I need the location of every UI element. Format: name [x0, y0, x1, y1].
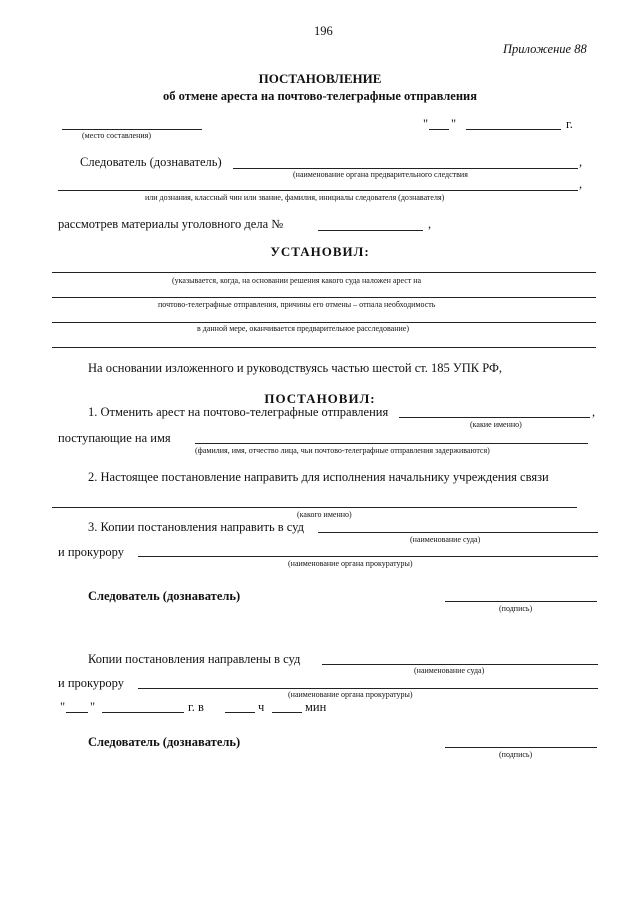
signature-label: Следователь (дознаватель): [88, 589, 241, 603]
signature-hint: (подпись): [499, 604, 533, 613]
comma-2: ,: [579, 177, 583, 191]
resolved-heading: ПОСТАНОВИЛ:: [264, 391, 376, 406]
document-title: ПОСТАНОВЛЕНИЕ: [258, 71, 382, 86]
year-suffix: г.: [566, 117, 573, 131]
copies-sent-label: Копии постановления направлены в суд: [88, 652, 301, 666]
comma-4: ,: [592, 405, 596, 419]
prosecutor-label-2: и прокурору: [58, 676, 124, 690]
case-label: рассмотрев материалы уголовного дела №: [58, 217, 284, 231]
document-subtitle: об отмене ареста на почтово-телеграфные отправления: [162, 89, 477, 103]
item-3: 3. Копии постановления направить в суд: [88, 520, 305, 534]
basis-text: На основании изложенного и руководствуясь частью шестой ст. 185 УПК РФ,: [88, 361, 503, 375]
incoming-field[interactable]: [195, 443, 588, 444]
prosecutor-hint: (наименование органа прокуратуры): [288, 559, 413, 568]
court-field-2[interactable]: [322, 664, 598, 665]
investigator-name-field[interactable]: [58, 190, 578, 191]
established-line-2[interactable]: [52, 297, 596, 298]
investigator-org-field[interactable]: [233, 168, 578, 169]
appendix-label: Приложение 88: [503, 42, 587, 56]
established-heading: УСТАНОВИЛ:: [270, 244, 370, 259]
hours-label: ч: [258, 700, 265, 714]
date-month-year-field[interactable]: [466, 129, 561, 130]
court-field[interactable]: [318, 532, 598, 533]
date-year-at: г. в: [188, 700, 204, 714]
org-hint-2: или дознания, классный чин или звание, фамилия, инициалы следователя (дознавателя): [145, 193, 445, 202]
place-field[interactable]: [62, 129, 202, 130]
page-number: 196: [314, 24, 333, 38]
item-1-hint: (какие именно): [470, 420, 522, 429]
date-quote-open: ": [423, 117, 429, 131]
established-line-4[interactable]: [52, 347, 596, 348]
signature-label-2: Следователь (дознаватель): [88, 735, 241, 749]
date-quote-close: ": [451, 117, 457, 131]
established-line-3[interactable]: [52, 322, 596, 323]
prosecutor-field-2[interactable]: [138, 688, 598, 689]
incoming-hint: (фамилия, имя, отчество лица, чьи почтово-телеграфные отправления задерживаются): [195, 446, 490, 455]
date-day-field[interactable]: [429, 129, 449, 130]
established-hint-1: (указывается, когда, на основании решения какого суда наложен арест на: [172, 276, 422, 285]
place-hint: (место составления): [82, 131, 151, 140]
court-hint: (наименование суда): [410, 535, 481, 544]
item-1: 1. Отменить арест на почтово-телеграфные отправления: [88, 405, 389, 419]
signature-field-2[interactable]: [445, 747, 597, 748]
incoming-label: поступающие на имя: [58, 431, 171, 445]
comma-3: ,: [428, 217, 432, 231]
item-2-field[interactable]: [52, 507, 577, 508]
signature-field[interactable]: [445, 601, 597, 602]
established-line-1[interactable]: [52, 272, 596, 273]
investigator-label: Следователь (дознаватель): [80, 155, 222, 169]
signature-hint-2: (подпись): [499, 750, 533, 759]
minutes-field[interactable]: [272, 712, 302, 713]
item-2: 2. Настоящее постановление направить для исполнения начальнику учреждения связи: [88, 470, 549, 484]
court-hint-2: (наименование суда): [414, 666, 485, 675]
prosecutor-hint-2: (наименование органа прокуратуры): [288, 690, 413, 699]
prosecutor-label: и прокурору: [58, 545, 124, 559]
date-quote-open-2: ": [60, 700, 66, 714]
minutes-label: мин: [305, 700, 327, 714]
established-hint-2: почтово-телеграфные отправления, причины его отмены – отпала необходимость: [158, 300, 436, 309]
date-month-field-2[interactable]: [102, 712, 184, 713]
prosecutor-field[interactable]: [138, 556, 598, 557]
item-2-hint: (какого именно): [297, 510, 352, 519]
case-number-field[interactable]: [318, 230, 423, 231]
date-quote-close-2: ": [90, 700, 96, 714]
date-day-field-2[interactable]: [66, 712, 88, 713]
comma-1: ,: [579, 155, 583, 169]
hours-field[interactable]: [225, 712, 255, 713]
item-1-field[interactable]: [399, 417, 590, 418]
org-hint: (наименование органа предварительного следствия: [293, 170, 468, 179]
established-hint-3: в данной мере, оканчивается предварительное расследование): [197, 324, 409, 333]
